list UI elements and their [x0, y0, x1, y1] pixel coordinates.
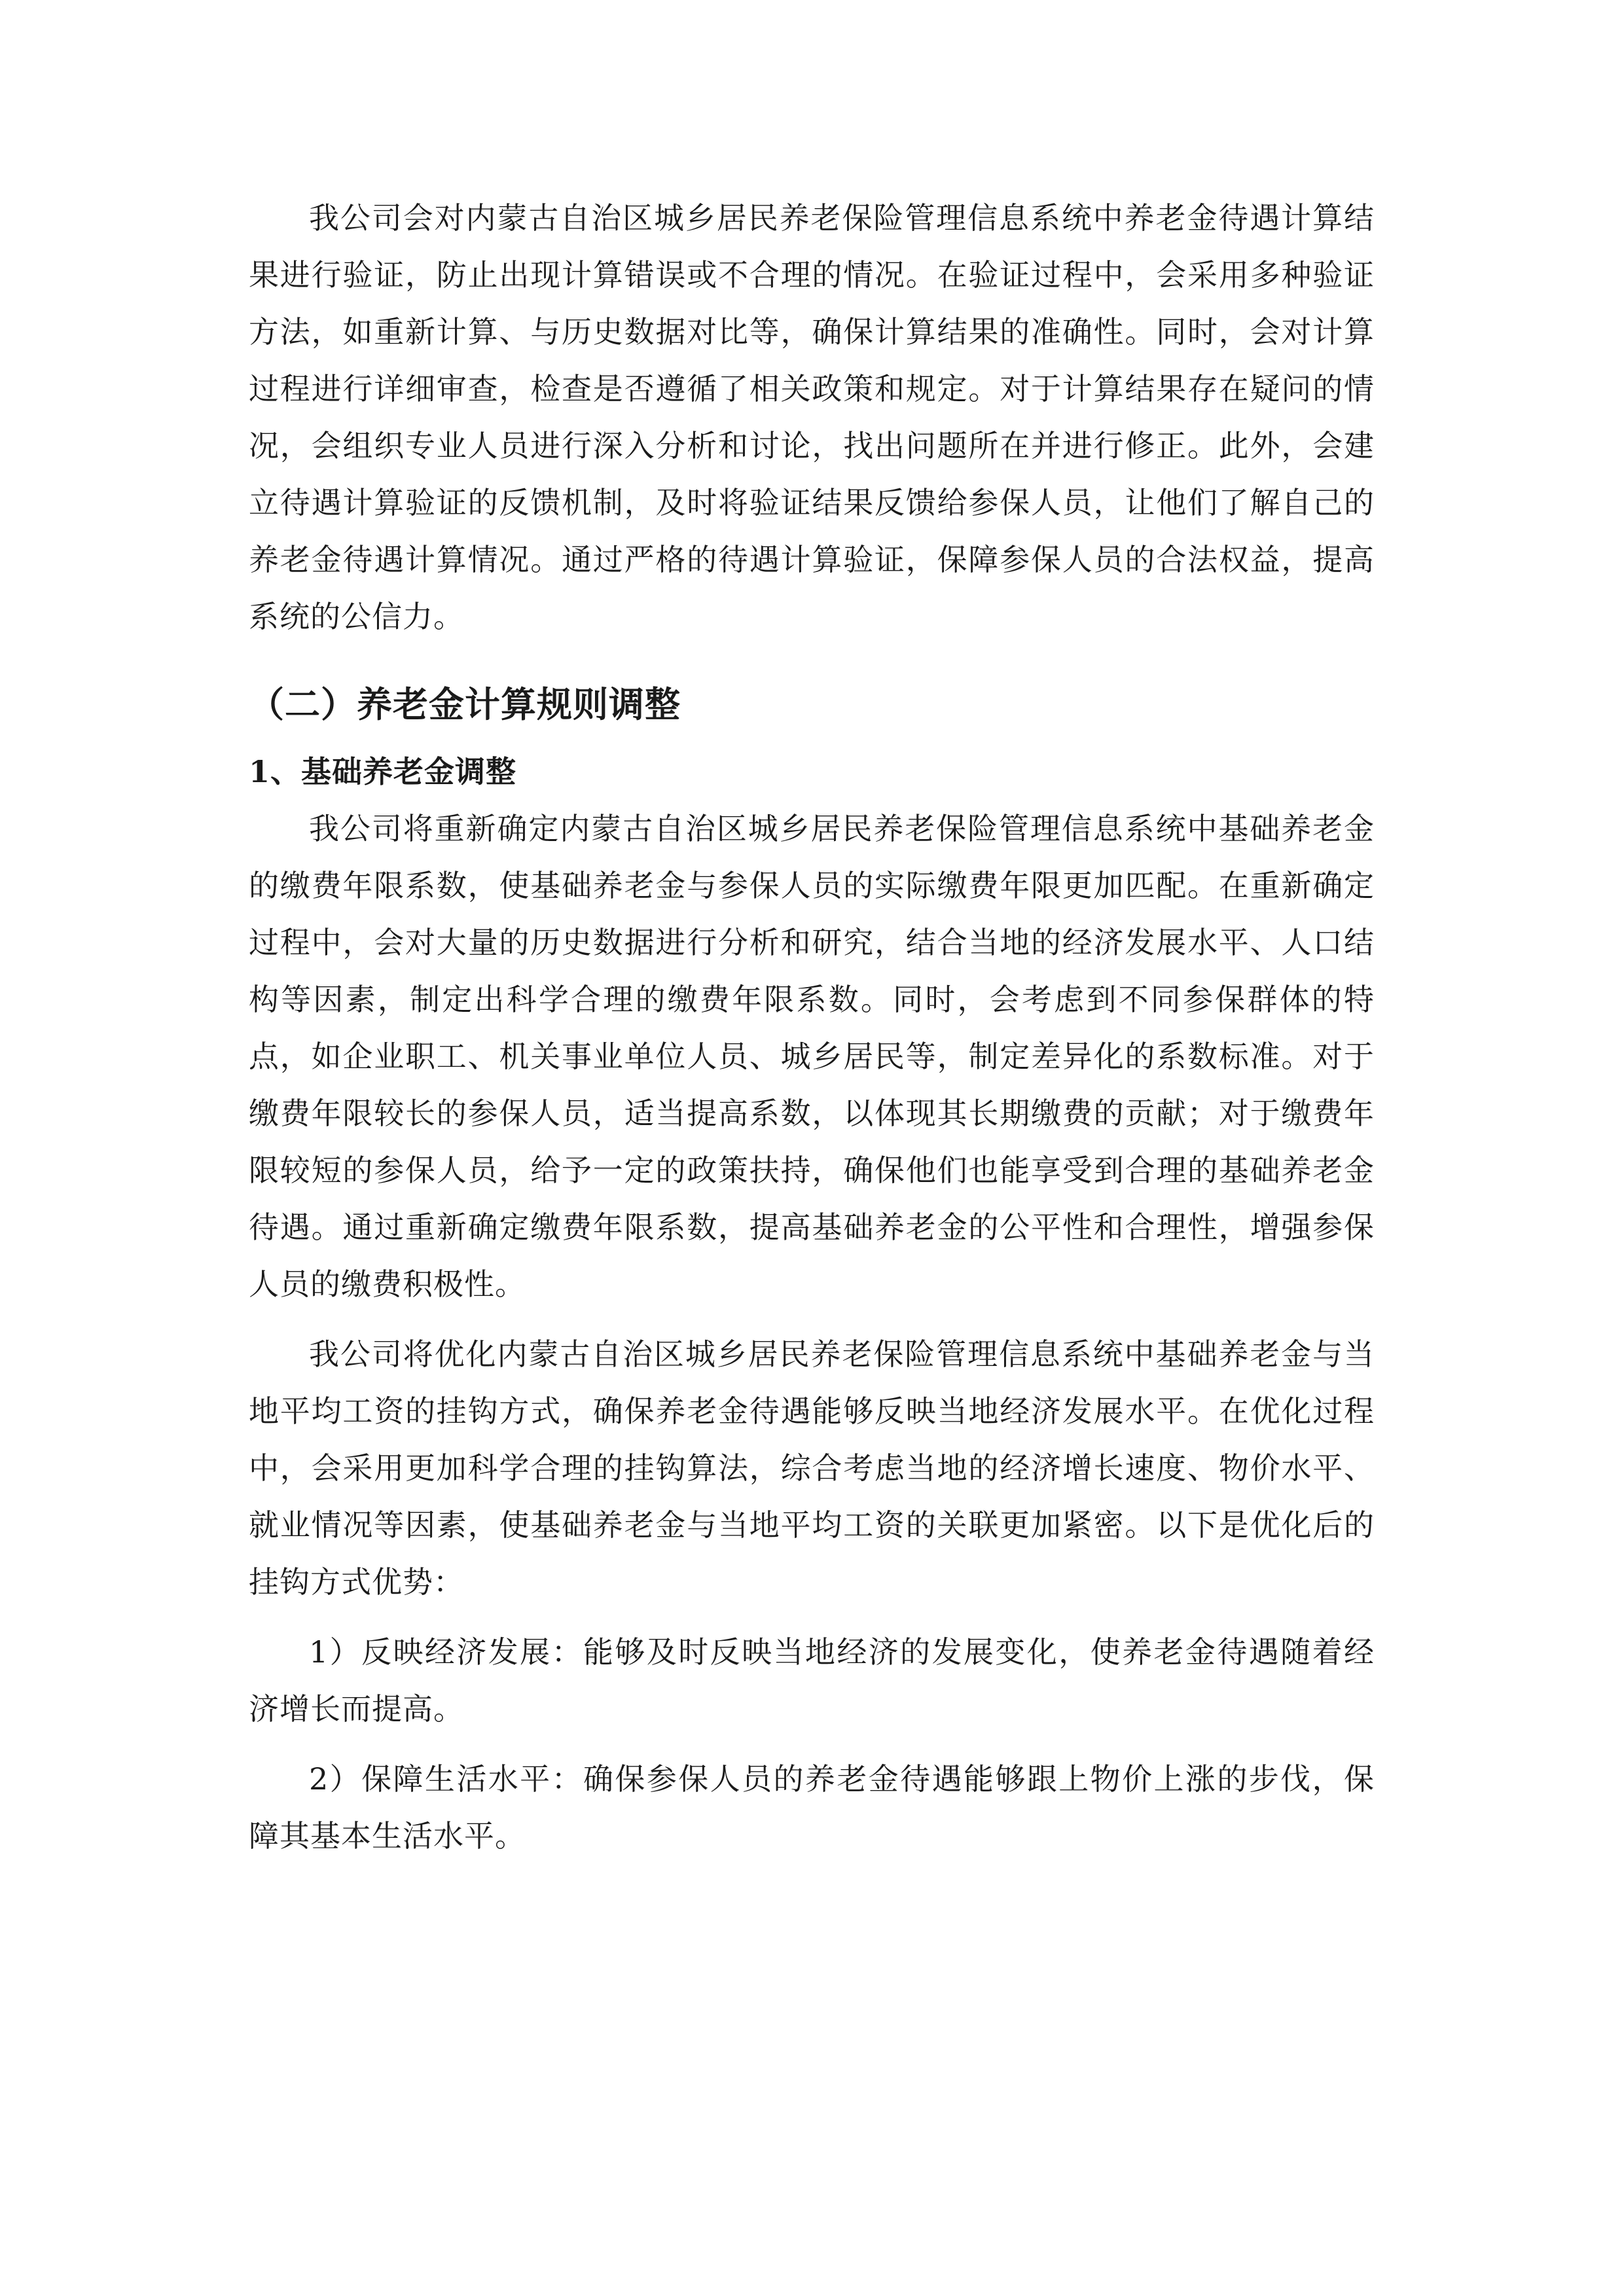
document-page: [249, 190, 1375, 1865]
paragraph-wage-linkage: 我公司将优化内蒙古自治区城乡居民养老保险管理信息系统中基础养老金与当地平均工资的挂钩方式，确保养老金待遇能够反映当地经济发展水平。在优化过程中，会采用更加科学合理的挂钩算法，综合考虑当地的经济增长速度、物价水平、就业情况等因素，使基础养老金与当地平均工资的关联更加紧密。以下是优化后的挂钩方式优势：: [249, 1336, 1375, 1600]
sub-heading: 1、基础养老金调整: [249, 754, 517, 789]
list-item-living-standard: 2）保障生活水平：确保参保人员的养老金待遇能够跟上物价上涨的步伐，保障其基本生活水平。: [249, 1761, 1375, 1854]
section-heading: （二）养老金计算规则调整: [249, 683, 681, 725]
paragraph-verification: 我公司会对内蒙古自治区城乡居民养老保险管理信息系统中养老金待遇计算结果进行验证，防止出现计算错误或不合理的情况。在验证过程中，会采用多种验证方法，如重新计算、与历史数据对比等，确保计算结果的准确性。同时，会对计算过程进行详细审查，检查是否遵循了相关政策和规定。对于计算结果存在疑问的情况，会组织专业人员进行深入分析和讨论，找出问题所在并进行修正。此外，会建立待遇计算验证的反馈机制，及时将验证结果反馈给参保人员，让他们了解自己的养老金待遇计算情况。通过严格的待遇计算验证，保障参保人员的合法权益，提高系统的公信力。: [249, 200, 1375, 634]
paragraph-contribution-coefficient: 我公司将重新确定内蒙古自治区城乡居民养老保险管理信息系统中基础养老金的缴费年限系数，使基础养老金与参保人员的实际缴费年限更加匹配。在重新确定过程中，会对大量的历史数据进行分析和研究，结合当地的经济发展水平、人口结构等因素，制定出科学合理的缴费年限系数。同时，会考虑到不同参保群体的特点，如企业职工、机关事业单位人员、城乡居民等，制定差异化的系数标准。对于缴费年限较长的参保人员，适当提高系数，以体现其长期缴费的贡献；对于缴费年限较短的参保人员，给予一定的政策扶持，确保他们也能享受到合理的基础养老金待遇。通过重新确定缴费年限系数，提高基础养老金的公平性和合理性，增强参保人员的缴费积极性。: [249, 811, 1375, 1302]
list-item-economic-development: 1）反映经济发展：能够及时反映当地经济的发展变化，使养老金待遇随着经济增长而提高。: [249, 1634, 1375, 1727]
